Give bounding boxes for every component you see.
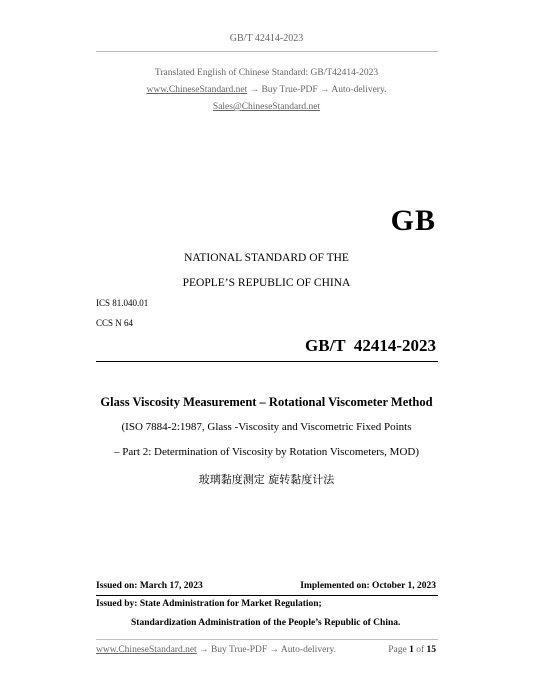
document-subtitle-2: – Part 2: Determination of Viscosity by Rotation Viscometers, MOD): [113, 446, 419, 458]
issuer-line-1: Issued by: State Administration for Market Regulation;: [96, 599, 322, 609]
page-indicator: [388, 645, 436, 655]
footer-site-link[interactable]: www.ChineseStandard.net: [96, 645, 197, 655]
page-label: Page: [388, 645, 407, 655]
standard-number: GB/T 42414-2023: [305, 336, 436, 355]
gb-logo: GB: [390, 204, 436, 237]
standard-number-rule: [96, 361, 438, 362]
issuer-line-2: Standardization Administration of the People’s Republic of China.: [131, 618, 401, 628]
of-label: of: [416, 645, 425, 655]
email-notice: [0, 102, 533, 112]
buy-notice-text: → Buy True-PDF → Auto-delivery.: [247, 85, 387, 95]
footer-rule: [96, 639, 438, 640]
ics-code: ICS 81.040.01: [96, 298, 149, 308]
footer-buy-notice: [96, 645, 336, 655]
implemented-date: Implemented on: October 1, 2023: [300, 581, 436, 591]
dates-rule: [96, 595, 438, 596]
site-link[interactable]: www.ChineseStandard.net: [146, 85, 248, 95]
email-link[interactable]: Sales@ChineseStandard.net: [212, 102, 321, 112]
buy-notice: [0, 85, 533, 95]
ccs-code: CCS N 64: [96, 318, 134, 328]
national-standard-title: NATIONAL STANDARD OF THE: [184, 252, 349, 264]
republic-title: PEOPLE’S REPUBLIC OF CHINA: [182, 277, 351, 289]
translation-notice: Translated English of Chinese Standard: GB/T42414-2023: [154, 68, 379, 78]
document-subtitle-1: (ISO 7884-2:1987, Glass -Viscosity and Viscometric Fixed Points: [121, 421, 412, 433]
chinese-title: 玻璃黏度测定 旋转黏度计法: [198, 473, 335, 486]
page-total: 15: [426, 645, 436, 655]
header-doc-id: GB/T 42414-2023: [229, 33, 304, 44]
issued-date: Issued on: March 17, 2023: [96, 581, 203, 591]
page-number: 1: [409, 645, 414, 655]
document-title: Glass Viscosity Measurement – Rotational Viscometer Method: [100, 395, 433, 409]
header-rule: [96, 51, 438, 52]
footer-buy-text: → Buy True-PDF → Auto-delivery.: [196, 645, 336, 655]
